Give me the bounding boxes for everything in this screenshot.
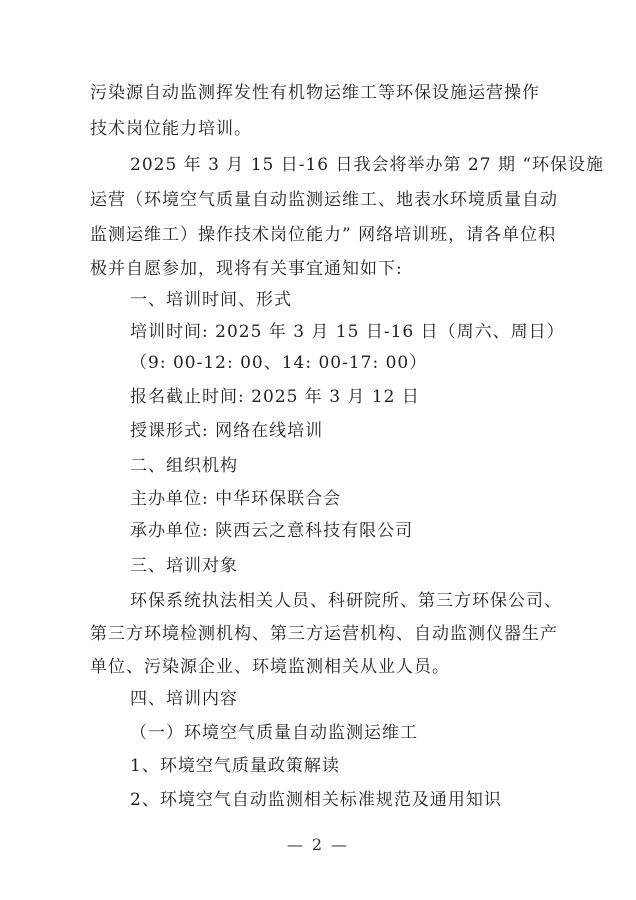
registration-deadline-line: 报名截止时间: 2025 年 3 月 12 日	[130, 387, 420, 407]
paragraph-line: 监测运维工）操作技术岗位能力” 网络培训班，请各单位积	[90, 225, 557, 245]
paragraph-line: 运营（环境空气质量自动监测运维工、地表水环境质量自动	[90, 190, 558, 210]
paragraph-line: 第三方环境检测机构、第三方运营机构、自动监测仪器生产	[90, 624, 558, 644]
section-heading-4: 四、培训内容	[130, 689, 238, 709]
paragraph-line: 污染源自动监测挥发性有机物运维工等环保设施运营操作	[90, 83, 540, 103]
training-time-line: 培训时间: 2025 年 3 月 15 日-16 日（周六、周日）	[130, 322, 565, 342]
paragraph-line: 单位、污染源企业、环境监测相关从业人员。	[90, 657, 450, 677]
section-heading-2: 二、组织机构	[130, 456, 238, 476]
teaching-format-line: 授课形式: 网络在线培训	[130, 421, 324, 441]
organizer-line: 主办单位: 中华环保联合会	[130, 489, 342, 509]
paragraph-line: 2025 年 3 月 15 日-16 日我会将举办第 27 期 “环保设施	[130, 155, 605, 175]
list-item: 2、环境空气自动监测相关标准规范及通用知识	[130, 790, 502, 810]
list-item: 1、环境空气质量政策解读	[130, 756, 340, 776]
paragraph-line: 技术岗位能力培训。	[90, 119, 252, 139]
section-heading-1: 一、培训时间、形式	[130, 290, 292, 310]
co-organizer-line: 承办单位: 陕西云之意科技有限公司	[130, 521, 414, 541]
subsection-heading: （一）环境空气质量自动监测运维工	[130, 723, 418, 743]
paragraph-line: 极并自愿参加，现将有关事宜通知如下:	[90, 259, 403, 279]
paragraph-line: 环保系统执法相关人员、科研院所、第三方环保公司、	[130, 591, 562, 611]
training-hours-line: （9: 00-12: 00、14: 00-17: 00）	[130, 353, 428, 373]
page-number: — 2 —	[286, 835, 350, 854]
section-heading-3: 三、培训对象	[130, 556, 238, 576]
